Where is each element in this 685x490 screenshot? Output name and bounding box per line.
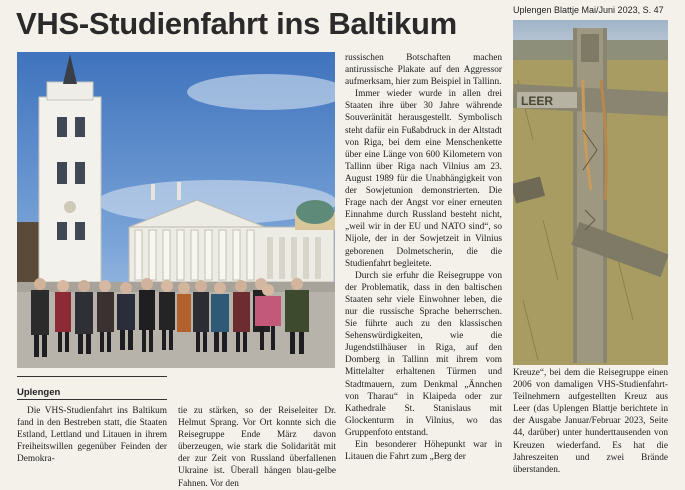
column-4 xyxy=(513,367,668,476)
col3-paragraph-2: Immer wieder wurde in allen drei Staaten ihre über 30 Jahre währende Souveränität herausgestellt. Symbolisch steht dafür ein Fußabdruck in der Altstadt von Riga, bei dem eine Menschenkette über eine Länge von 600 Kilometern von Tallinn über Riga nach Vilnius am 23. August 1989 für die Unabhängigkeit von der Sowjetunion demonstrierten. Die Frage nach der Angst vor einer erneuten Einnahme durch Russland besteht nicht, „weil wir in der EU und NATO sind“, so Nijole, der in der Sowjetzeit in Vilnius geborenen Dolmetscherin, die die Studienfahrt begleitete. xyxy=(345,89,502,269)
col3-paragraph-1: russischen Botschaften machen antirussische Plakate auf den Aggressor aufmerksam, hier zum Beispiel in Tallinn. xyxy=(345,53,502,88)
article-headline: VHS-Studienfahrt ins Baltikum xyxy=(16,6,457,41)
issue-line: Uplengen Blattje Mai/Juni 2023, S. 47 xyxy=(513,5,664,15)
col1-paragraph: Die VHS-Studienfahrt ins Baltikum fand in den Bestreben statt, die Staaten Estland, Lettland und Litauen in ihrem Freiheitswillen gegenüber Feinden der Demokra- xyxy=(17,406,167,465)
cross-sign-text: LEER xyxy=(521,94,554,108)
section-label: Uplengen xyxy=(17,387,61,398)
col4-paragraph: Kreuze“, bei dem die Reisegruppe einen 2006 von damaligen VHS-Studienfahrt-Teilnehmern aufgestellten Kreuz aus Leer (das Uplengen Blattje berichtete in der Ausgabe Januar/Februar 2023, Seite 44, darüber) unter hunderttausenden von Kreuzen wiederfand. Es hat die Jahreszeiten und zwei Brände überstanden. xyxy=(513,368,668,475)
column-2 xyxy=(178,405,336,490)
column-3 xyxy=(345,52,502,463)
wooden-cross-photo xyxy=(513,20,668,365)
column-1 xyxy=(17,405,167,465)
cathedral-group-photo xyxy=(17,52,335,368)
col3-paragraph-4: Ein besonderer Höhepunkt war in Litauen die Fahrt zum „Berg der xyxy=(345,440,502,463)
col2-paragraph: tie zu stärken, so der Reiseleiter Dr. Helmut Sprang. Vor Ort konnte sich die Reisegruppe Ende März davon überzeugen, wie stark die Solidarität mit der zur Zeit von Russland überfallenen Ukraine ist. Überall hängen blau-gelbe Fahnen. Vor den xyxy=(178,406,336,489)
col3-paragraph-3: Durch sie erfuhr die Reisegruppe von der Problematik, dass in den baltischen Staaten sehr viele Einwohner leben, die nur die russische Sprache beherrschen. Sie führte auch zu den klassischen Sehenswürdigkeiten, wie die Jugendstilhäuser in Riga, auf den Domberg in Tallinn mit ihrem vom Mittelalter erhaltenen Türmen und Stadtmauern, zum Denkmal „Ännchen von Tharau“ in Klaipeda oder zur Kathedrale St. Stanislaus mit Glockenturm in Vilnius, wo das Gruppenfoto entstand. xyxy=(345,270,502,438)
